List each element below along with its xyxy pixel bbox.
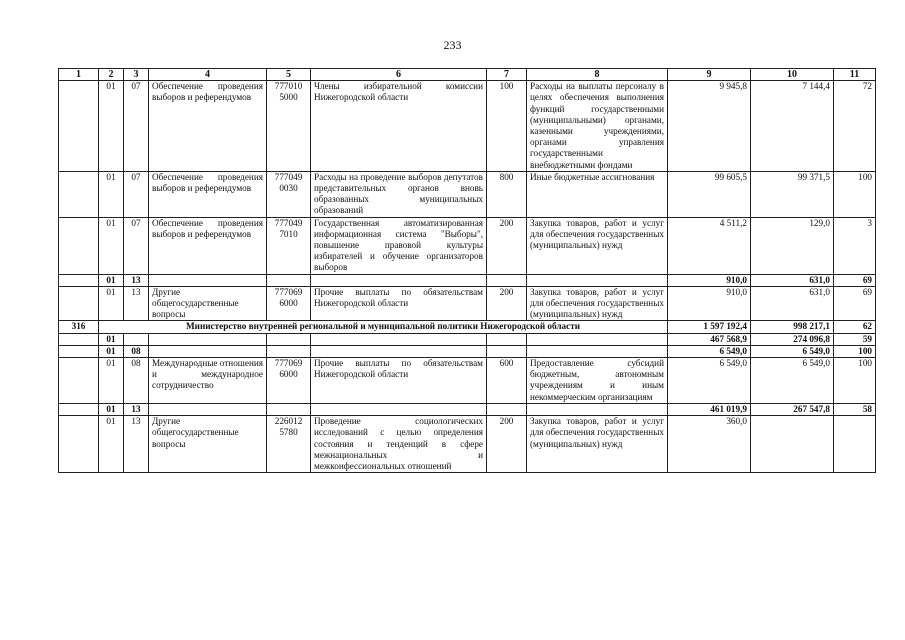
subsection-cell: 07 xyxy=(124,217,149,274)
expense-type-name-cell xyxy=(527,403,668,415)
article-name-cell: Прочие выплаты по обязательствам Нижегородской области xyxy=(311,286,487,321)
ministry-code-cell xyxy=(59,345,99,357)
actual-amount-cell: 6 549,0 xyxy=(751,345,834,357)
expense-type-cell xyxy=(487,345,527,357)
percent-cell: 100 xyxy=(834,171,876,217)
planned-amount-cell: 4 511,2 xyxy=(668,217,751,274)
article-name-cell xyxy=(311,345,487,357)
ministry-code-cell xyxy=(59,416,99,473)
ministry-row xyxy=(59,321,876,333)
actual-amount-cell: 274 096,8 xyxy=(751,333,834,345)
actual-amount-cell xyxy=(751,416,834,473)
target-article-cell: 777049 7010 xyxy=(267,217,311,274)
col-header: 9 xyxy=(668,69,751,81)
ministry-title-cell: Министерство внутренней региональной и муниципальной политики Нижегородской области xyxy=(99,321,668,333)
planned-amount-cell: 99 605,5 xyxy=(668,171,751,217)
subsection-cell xyxy=(124,333,149,345)
ministry-code-cell xyxy=(59,358,99,404)
expense-type-cell: 100 xyxy=(487,81,527,172)
article-name-cell: Члены избирательной комиссии Нижегородской области xyxy=(311,81,487,172)
ministry-code-cell xyxy=(59,217,99,274)
planned-amount-cell: 360,0 xyxy=(668,416,751,473)
subtotal-row xyxy=(59,333,876,345)
description-cell: Обеспечение проведения выборов и референдумов xyxy=(149,171,267,217)
planned-amount-cell: 1 597 192,4 xyxy=(668,321,751,333)
percent-cell: 58 xyxy=(834,403,876,415)
expense-type-name-cell xyxy=(527,274,668,286)
table-row xyxy=(59,81,876,172)
expense-type-cell xyxy=(487,274,527,286)
planned-amount-cell: 910,0 xyxy=(668,274,751,286)
section-cell: 01 xyxy=(99,217,124,274)
expense-type-name-cell: Предоставление субсидий бюджетным, автономным учреждениям и иным некоммерческим организациям xyxy=(527,358,668,404)
actual-amount-cell: 99 371,5 xyxy=(751,171,834,217)
planned-amount-cell: 9 945,8 xyxy=(668,81,751,172)
col-header: 6 xyxy=(311,69,487,81)
section-cell: 01 xyxy=(99,358,124,404)
target-article-cell xyxy=(267,333,311,345)
table-body xyxy=(59,81,876,473)
subsection-cell: 13 xyxy=(124,416,149,473)
target-article-cell: 226012 5780 xyxy=(267,416,311,473)
col-header: 3 xyxy=(124,69,149,81)
section-cell: 01 xyxy=(99,333,124,345)
planned-amount-cell: 6 549,0 xyxy=(668,345,751,357)
target-article-cell: 777069 6000 xyxy=(267,286,311,321)
actual-amount-cell: 631,0 xyxy=(751,274,834,286)
budget-table xyxy=(58,68,876,473)
article-name-cell: Государственная автоматизированная информационная система "Выборы", повышение правовой культуры избирателей и обучение организаторов выборов xyxy=(311,217,487,274)
expense-type-name-cell xyxy=(527,345,668,357)
subtotal-row xyxy=(59,274,876,286)
subsection-cell: 07 xyxy=(124,171,149,217)
section-cell: 01 xyxy=(99,345,124,357)
col-header: 2 xyxy=(99,69,124,81)
expense-type-cell: 200 xyxy=(487,217,527,274)
subsection-cell: 13 xyxy=(124,403,149,415)
description-cell: Международные отношения и международное сотрудничество xyxy=(149,358,267,404)
target-article-cell: 777010 5000 xyxy=(267,81,311,172)
article-name-cell xyxy=(311,333,487,345)
actual-amount-cell: 631,0 xyxy=(751,286,834,321)
ministry-code-cell xyxy=(59,171,99,217)
planned-amount-cell: 461 019,9 xyxy=(668,403,751,415)
expense-type-cell xyxy=(487,333,527,345)
section-cell: 01 xyxy=(99,403,124,415)
article-name-cell xyxy=(311,274,487,286)
description-cell xyxy=(149,345,267,357)
target-article-cell: 777049 0030 xyxy=(267,171,311,217)
expense-type-cell: 600 xyxy=(487,358,527,404)
expense-type-name-cell: Закупка товаров, работ и услуг для обеспечения государственных (муниципальных) нужд xyxy=(527,217,668,274)
description-cell xyxy=(149,403,267,415)
article-name-cell: Проведение социологических исследований с целью определения состояния и тенденций в сфере межнациональных и межконфессиональных отношений xyxy=(311,416,487,473)
ministry-code-cell: 316 xyxy=(59,321,99,333)
subtotal-row xyxy=(59,403,876,415)
description-cell xyxy=(149,333,267,345)
table-row xyxy=(59,416,876,473)
expense-type-cell: 200 xyxy=(487,286,527,321)
percent-cell: 72 xyxy=(834,81,876,172)
ministry-code-cell xyxy=(59,274,99,286)
col-header: 4 xyxy=(149,69,267,81)
expense-type-name-cell: Иные бюджетные ассигнования xyxy=(527,171,668,217)
expense-type-cell: 200 xyxy=(487,416,527,473)
article-name-cell: Прочие выплаты по обязательствам Нижегородской области xyxy=(311,358,487,404)
ministry-code-cell xyxy=(59,286,99,321)
section-cell: 01 xyxy=(99,171,124,217)
actual-amount-cell: 7 144,4 xyxy=(751,81,834,172)
subsection-cell: 08 xyxy=(124,358,149,404)
percent-cell: 69 xyxy=(834,274,876,286)
table-row xyxy=(59,286,876,321)
expense-type-cell: 800 xyxy=(487,171,527,217)
table-row xyxy=(59,358,876,404)
table-row xyxy=(59,217,876,274)
subsection-cell: 07 xyxy=(124,81,149,172)
subtotal-row xyxy=(59,345,876,357)
actual-amount-cell: 998 217,1 xyxy=(751,321,834,333)
description-cell xyxy=(149,274,267,286)
page-number: 233 xyxy=(443,38,462,52)
col-header: 1 xyxy=(59,69,99,81)
column-number-header xyxy=(59,69,876,81)
percent-cell: 100 xyxy=(834,358,876,404)
percent-cell: 62 xyxy=(834,321,876,333)
target-article-cell xyxy=(267,345,311,357)
section-cell: 01 xyxy=(99,274,124,286)
ministry-code-cell xyxy=(59,81,99,172)
subsection-cell: 13 xyxy=(124,286,149,321)
col-header: 7 xyxy=(487,69,527,81)
col-header: 11 xyxy=(834,69,876,81)
article-name-cell: Расходы на проведение выборов депутатов представительных органов вновь образованных муниципальных образований xyxy=(311,171,487,217)
subsection-cell: 13 xyxy=(124,274,149,286)
description-cell: Обеспечение проведения выборов и референдумов xyxy=(149,81,267,172)
actual-amount-cell: 6 549,0 xyxy=(751,358,834,404)
description-cell: Другие общегосударственные вопросы xyxy=(149,416,267,473)
expense-type-name-cell xyxy=(527,333,668,345)
planned-amount-cell: 6 549,0 xyxy=(668,358,751,404)
percent-cell: 59 xyxy=(834,333,876,345)
ministry-code-cell xyxy=(59,403,99,415)
percent-cell xyxy=(834,416,876,473)
expense-type-name-cell: Закупка товаров, работ и услуг для обеспечения государственных (муниципальных) нужд xyxy=(527,416,668,473)
expense-type-name-cell: Расходы на выплаты персоналу в целях обеспечения выполнения функций государственными (муниципальными) органами, казенными учреждениями, органами управления государственными внебюджетными фондами xyxy=(527,81,668,172)
actual-amount-cell: 129,0 xyxy=(751,217,834,274)
description-cell: Другие общегосударственные вопросы xyxy=(149,286,267,321)
percent-cell: 3 xyxy=(834,217,876,274)
planned-amount-cell: 910,0 xyxy=(668,286,751,321)
section-cell: 01 xyxy=(99,286,124,321)
percent-cell: 69 xyxy=(834,286,876,321)
col-header: 10 xyxy=(751,69,834,81)
target-article-cell: 777069 6000 xyxy=(267,358,311,404)
target-article-cell xyxy=(267,274,311,286)
expense-type-name-cell: Закупка товаров, работ и услуг для обеспечения государственных (муниципальных) нужд xyxy=(527,286,668,321)
col-header: 8 xyxy=(527,69,668,81)
actual-amount-cell: 267 547,8 xyxy=(751,403,834,415)
expense-type-cell xyxy=(487,403,527,415)
subsection-cell: 08 xyxy=(124,345,149,357)
section-cell: 01 xyxy=(99,416,124,473)
planned-amount-cell: 467 568,9 xyxy=(668,333,751,345)
ministry-code-cell xyxy=(59,333,99,345)
article-name-cell xyxy=(311,403,487,415)
table-row xyxy=(59,171,876,217)
target-article-cell xyxy=(267,403,311,415)
section-cell: 01 xyxy=(99,81,124,172)
description-cell: Обеспечение проведения выборов и референдумов xyxy=(149,217,267,274)
percent-cell: 100 xyxy=(834,345,876,357)
col-header: 5 xyxy=(267,69,311,81)
